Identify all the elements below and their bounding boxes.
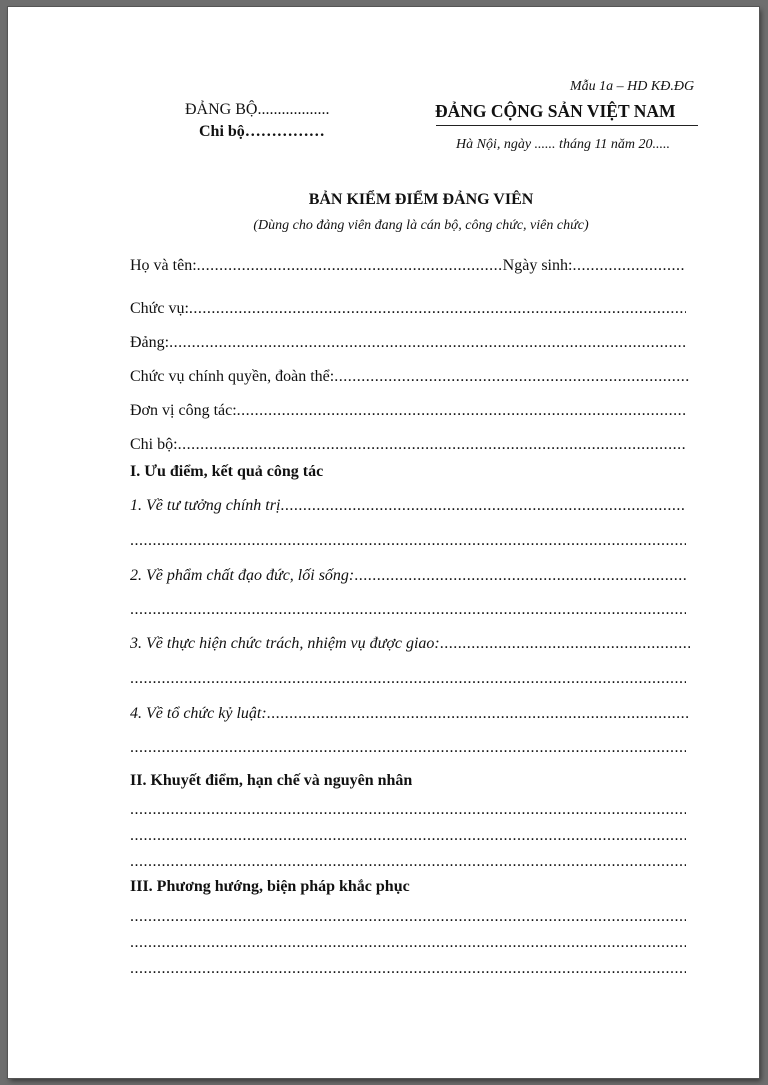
name-label: Họ và tên: (130, 257, 197, 274)
party-label: Đảng: (130, 334, 170, 351)
section-1-3 (130, 635, 690, 653)
position-field (130, 300, 686, 318)
document-page (8, 7, 759, 1078)
section-3-line (130, 934, 686, 952)
section-2-line (130, 801, 686, 819)
place-date: Hà Nội, ngày ...... tháng 11 năm 20..... (456, 137, 671, 152)
cell-field (130, 436, 686, 454)
section-2-heading: II. Khuyết điểm, hạn chế và nguyên nhân (130, 772, 413, 789)
section-1-4 (130, 705, 690, 723)
form-code: Mẫu 1a – HD KĐ.ĐG (570, 79, 695, 94)
heading-underline (436, 125, 698, 126)
position-dots (189, 300, 686, 318)
party-field (130, 334, 686, 352)
birth-dots (572, 257, 686, 275)
workplace-dots (237, 402, 686, 420)
section-1-3-dots (440, 635, 690, 653)
section-3-line (130, 960, 686, 978)
section-3-line (130, 908, 686, 926)
birth-label: Ngày sinh: (502, 257, 573, 274)
section-1-4-label: 4. Về tổ chức kỷ luật: (130, 705, 267, 722)
document-subtitle: (Dùng cho đảng viên đang là cán bộ, công chức, viên chức) (253, 218, 589, 233)
section-1-2-label: 2. Về phẩm chất đạo đức, lối sống: (130, 567, 355, 584)
section-1-3-line (130, 670, 686, 688)
position-label: Chức vụ: (130, 300, 189, 317)
section-2-line (130, 853, 686, 871)
section-2-line (130, 827, 686, 845)
party-organization: ĐẢNG BỘ.................. (185, 101, 330, 118)
section-1-1-line (130, 532, 686, 550)
party-dots (169, 334, 686, 352)
party-name-heading: ĐẢNG CỘNG SẢN VIỆT NAM (435, 101, 676, 121)
document-title: BẢN KIỂM ĐIỂM ĐẢNG VIÊN (308, 191, 534, 208)
section-1-2-dots (354, 567, 686, 585)
workplace-field (130, 402, 686, 420)
section-1-4-line (130, 739, 686, 757)
name-dots: .................................................................... (196, 257, 503, 274)
name-birth-row (130, 257, 686, 275)
section-1-4-dots (267, 705, 690, 723)
workplace-label: Đơn vị công tác: (130, 402, 237, 419)
cell-dots (178, 436, 686, 454)
cell-label: Chi bộ: (130, 436, 178, 453)
section-3-heading: III. Phương hướng, biện pháp khắc phục (130, 878, 410, 895)
gov-position-field (130, 368, 690, 386)
section-1-1 (130, 497, 686, 515)
section-1-1-dots (280, 497, 686, 515)
section-1-1-label: 1. Về tư tưởng chính trị (130, 497, 281, 514)
section-1-3-label: 3. Về thực hiện chức trách, nhiệm vụ được giao: (130, 635, 440, 652)
party-cell: Chi bộ…………… (199, 123, 325, 140)
gov-position-dots (334, 368, 690, 386)
section-1-heading: I. Ưu điểm, kết quả công tác (130, 463, 324, 480)
gov-position-label: Chức vụ chính quyền, đoàn thể: (130, 368, 335, 385)
section-1-2 (130, 567, 686, 585)
section-1-2-line (130, 601, 686, 619)
